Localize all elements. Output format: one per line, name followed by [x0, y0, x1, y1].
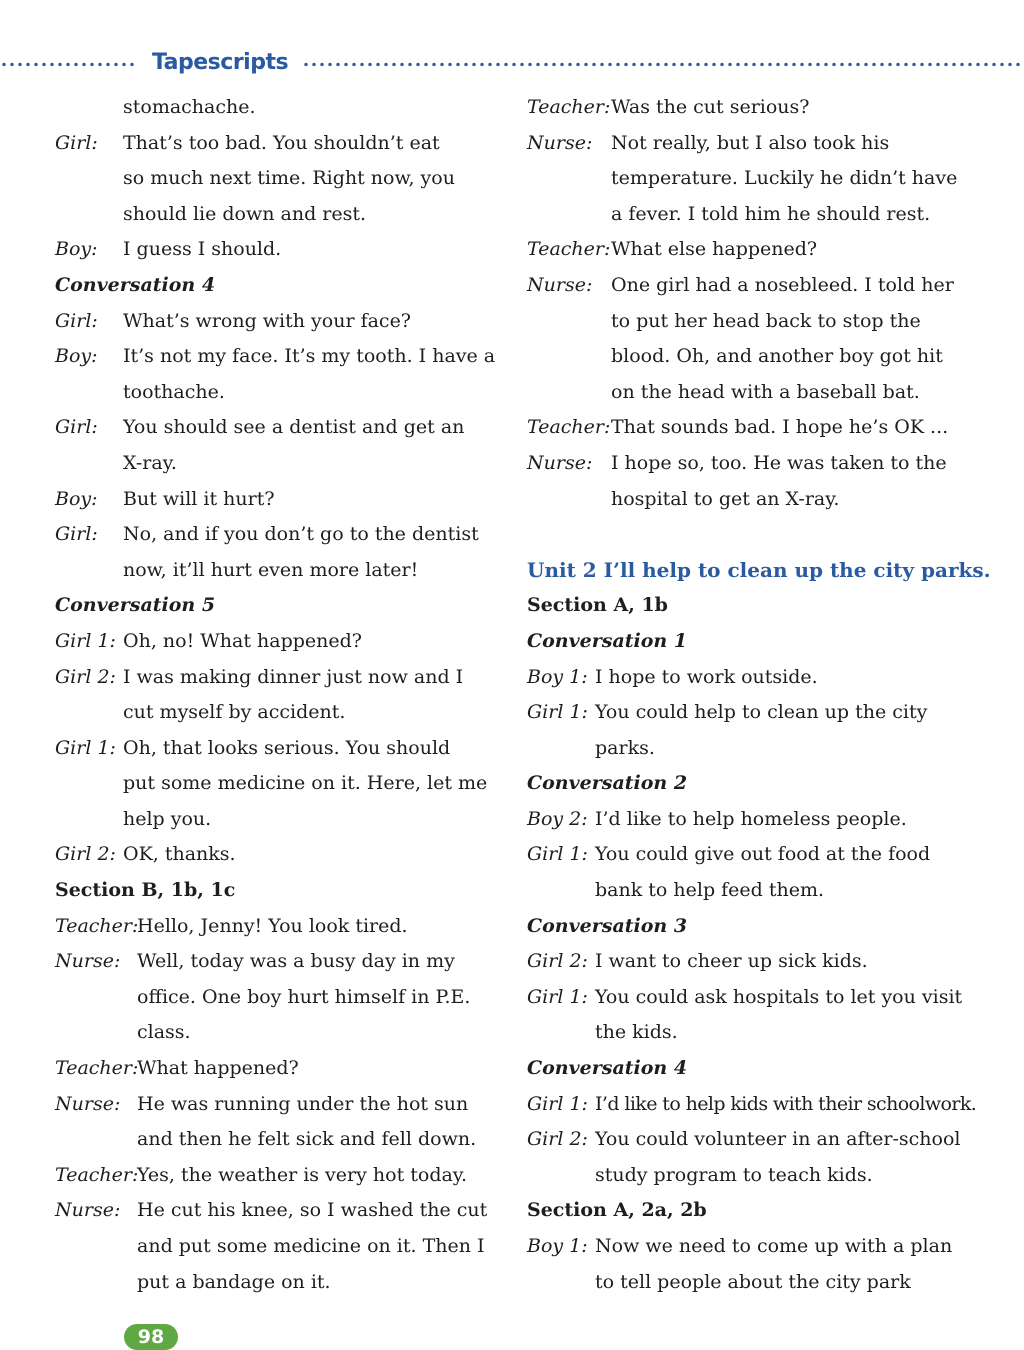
line-text: on the head with a baseball bat.: [611, 380, 920, 403]
header-dotted-rule-right: [302, 62, 1024, 67]
script-line: [527, 268, 987, 304]
left-column: [55, 90, 515, 1300]
speaker-label: Girl 1:: [55, 736, 116, 759]
speaker-label: Boy 1:: [527, 1235, 588, 1257]
line-text: put some medicine on it. Here, let me: [123, 772, 488, 795]
line-text: He was running under the hot sun: [137, 1092, 469, 1115]
speaker-label: Girl 1:: [55, 629, 116, 652]
line-text: blood. Oh, and another boy got hit: [611, 345, 943, 368]
line-text: toothache.: [123, 380, 225, 403]
speaker-label: Boy:: [55, 238, 98, 261]
line-text: I was making dinner just now and I: [123, 665, 464, 688]
script-line: [527, 304, 987, 340]
line-text: He cut his knee, so I washed the cut: [137, 1199, 488, 1222]
script-line: [55, 446, 515, 482]
header-dotted-rule-left: [0, 62, 138, 67]
section-text: Section A, 1b: [527, 594, 668, 617]
script-line: [527, 980, 987, 1016]
script-line: [527, 375, 987, 411]
script-line: [527, 837, 987, 873]
conversation-heading: [55, 268, 515, 304]
script-line: [55, 980, 515, 1016]
script-line: [527, 944, 987, 980]
speaker-label: Nurse:: [527, 273, 593, 296]
line-text: help you.: [123, 807, 212, 830]
speaker-label: Nurse:: [527, 131, 593, 154]
conversation-heading: [527, 909, 987, 945]
line-text: the kids.: [595, 1021, 678, 1044]
script-line: [55, 339, 515, 375]
line-text: put a bandage on it.: [137, 1270, 331, 1293]
script-line: [55, 695, 515, 731]
line-text: parks.: [595, 736, 655, 759]
line-text: I want to cheer up sick kids.: [595, 950, 868, 973]
script-line: [527, 731, 987, 767]
line-text: You should see a dentist and get an: [123, 416, 465, 439]
speaker-label: Girl:: [55, 416, 98, 439]
script-line: [55, 1158, 515, 1194]
line-text: a fever. I told him he should rest.: [611, 202, 931, 225]
script-line: [527, 1229, 987, 1265]
speaker-label: Boy 2:: [527, 807, 588, 830]
script-line: [527, 1158, 987, 1194]
speaker-label: Girl:: [55, 523, 98, 546]
script-line: [527, 1265, 987, 1301]
line-text: Was the cut serious?: [611, 96, 810, 118]
script-line: [527, 197, 987, 233]
line-text: Oh, that looks serious. You should: [123, 736, 451, 759]
line-text: I’d like to help homeless people.: [595, 807, 907, 830]
script-line: [55, 1265, 515, 1301]
section-heading: [527, 588, 987, 624]
line-text: You could help to clean up the city: [595, 701, 928, 724]
line-text: cut myself by accident.: [123, 701, 346, 724]
script-line: [55, 660, 515, 696]
heading-text: Conversation 2: [527, 772, 688, 795]
script-line: [527, 90, 987, 126]
unit-heading: [527, 553, 991, 589]
line-text: and then he felt sick and fell down.: [137, 1128, 477, 1151]
script-line: [55, 410, 515, 446]
script-line: [55, 624, 515, 660]
heading-text: Conversation 5: [55, 594, 216, 617]
script-line: [55, 802, 515, 838]
speaker-label: Nurse:: [527, 451, 593, 474]
speaker-label: Girl 1:: [527, 701, 588, 724]
blank-line: [527, 517, 987, 553]
script-line: [527, 695, 987, 731]
heading-text: Conversation 4: [55, 273, 216, 296]
line-text: to put her head back to stop the: [611, 309, 921, 332]
script-line: [55, 232, 515, 268]
script-line: [55, 304, 515, 340]
speaker-label: Girl 2:: [55, 665, 116, 688]
section-text: Section B, 1b, 1c: [55, 879, 236, 902]
conversation-heading: [527, 766, 987, 802]
line-text: Now we need to come up with a plan: [595, 1235, 953, 1257]
line-text: hospital to get an X-ray.: [611, 487, 840, 510]
script-line: [527, 161, 987, 197]
speaker-label: Girl 2:: [55, 843, 116, 866]
speaker-label: Teacher:: [55, 1057, 139, 1080]
line-text: now, it’ll hurt even more later!: [123, 558, 419, 581]
script-line: [527, 1087, 987, 1123]
speaker-label: Nurse:: [55, 1199, 121, 1222]
script-line: [527, 1122, 987, 1158]
script-line: [55, 1087, 515, 1123]
conversation-heading: [55, 588, 515, 624]
page-header: [0, 50, 1024, 78]
line-text: to tell people about the city park: [595, 1270, 911, 1293]
section-heading: [527, 1193, 987, 1229]
line-text: bank to help feed them.: [595, 879, 825, 902]
header-title: Tapescripts: [152, 50, 289, 75]
line-text: Hello, Jenny! You look tired.: [137, 914, 408, 937]
speaker-label: Teacher:: [527, 416, 611, 439]
line-text: But will it hurt?: [123, 487, 275, 510]
script-line: [527, 482, 987, 518]
script-line: [55, 1015, 515, 1051]
script-line: [527, 410, 987, 446]
line-text: You could ask hospitals to let you visit: [595, 985, 963, 1008]
script-line: [527, 1015, 987, 1051]
script-line: [55, 126, 515, 162]
script-line: [55, 553, 515, 589]
section-heading: [55, 873, 515, 909]
line-text: What’s wrong with your face?: [123, 309, 411, 332]
line-text: No, and if you don’t go to the dentist: [123, 523, 479, 546]
speaker-label: Girl 1:: [527, 843, 588, 866]
page-number-badge: 98: [124, 1324, 178, 1350]
script-line: [55, 482, 515, 518]
script-line: [527, 873, 987, 909]
line-text: You could volunteer in an after-school: [595, 1128, 961, 1151]
line-text: should lie down and rest.: [123, 202, 367, 225]
line-text: temperature. Luckily he didn’t have: [611, 167, 958, 190]
script-line: [55, 90, 515, 126]
script-line: [55, 731, 515, 767]
line-text: I guess I should.: [123, 238, 282, 261]
line-text: One girl had a nosebleed. I told her: [611, 273, 954, 296]
line-text: Yes, the weather is very hot today.: [137, 1163, 468, 1186]
script-line: [55, 944, 515, 980]
heading-text: Conversation 4: [527, 1057, 688, 1080]
script-line: [55, 766, 515, 802]
line-text: It’s not my face. It’s my tooth. I have a: [123, 345, 496, 368]
heading-text: Conversation 1: [527, 629, 688, 652]
script-line: [55, 909, 515, 945]
conversation-heading: [527, 1051, 987, 1087]
script-line: [527, 232, 987, 268]
line-text: stomachache.: [123, 96, 256, 118]
speaker-label: Girl:: [55, 131, 98, 154]
script-line: [527, 446, 987, 482]
line-text: I hope to work outside.: [595, 665, 818, 688]
line-text: study program to teach kids.: [595, 1163, 873, 1186]
script-line: [55, 197, 515, 233]
script-line: [55, 1051, 515, 1087]
line-text: You could give out food at the food: [595, 843, 931, 866]
line-text: I’d like to help kids with their schoolwork.: [595, 1092, 977, 1115]
speaker-label: Girl 1:: [527, 1092, 588, 1115]
script-line: [527, 660, 987, 696]
section-text: Section A, 2a, 2b: [527, 1199, 707, 1222]
line-text: office. One boy hurt himself in P.E.: [137, 985, 471, 1008]
speaker-label: Girl 2:: [527, 950, 588, 973]
script-line: [55, 1193, 515, 1229]
line-text: Well, today was a busy day in my: [137, 950, 455, 973]
script-line: [55, 161, 515, 197]
speaker-label: Boy 1:: [527, 665, 588, 688]
heading-text: Conversation 3: [527, 914, 688, 937]
speaker-label: Nurse:: [55, 1092, 121, 1115]
line-text: I hope so, too. He was taken to the: [611, 451, 947, 474]
script-line: [55, 1229, 515, 1265]
line-text: and put some medicine on it. Then I: [137, 1235, 485, 1257]
line-text: What else happened?: [611, 238, 818, 261]
line-text: That sounds bad. I hope he’s OK ...: [611, 416, 949, 439]
unit-title: Unit 2 I’ll help to clean up the city parks.: [527, 557, 991, 582]
script-line: [55, 517, 515, 553]
speaker-label: Teacher:: [527, 96, 611, 118]
right-column: [527, 90, 991, 1300]
script-line: [527, 126, 987, 162]
speaker-label: Teacher:: [55, 1163, 139, 1186]
speaker-label: Boy:: [55, 487, 98, 510]
line-text: That’s too bad. You shouldn’t eat: [123, 131, 440, 154]
script-line: [55, 375, 515, 411]
speaker-label: Boy:: [55, 345, 98, 368]
speaker-label: Nurse:: [55, 950, 121, 973]
speaker-label: Teacher:: [55, 914, 139, 937]
line-text: OK, thanks.: [123, 843, 236, 866]
speaker-label: Girl 1:: [527, 985, 588, 1008]
line-text: X-ray.: [123, 451, 177, 474]
line-text: Not really, but I also took his: [611, 131, 890, 154]
line-text: so much next time. Right now, you: [123, 167, 455, 190]
script-line: [55, 837, 515, 873]
speaker-label: Girl 2:: [527, 1128, 588, 1151]
script-line: [527, 802, 987, 838]
conversation-heading: [527, 624, 987, 660]
line-text: Oh, no! What happened?: [123, 629, 362, 652]
speaker-label: Girl:: [55, 309, 98, 332]
script-line: [527, 339, 987, 375]
script-line: [55, 1122, 515, 1158]
line-text: What happened?: [137, 1057, 299, 1080]
line-text: class.: [137, 1021, 191, 1044]
speaker-label: Teacher:: [527, 238, 611, 261]
